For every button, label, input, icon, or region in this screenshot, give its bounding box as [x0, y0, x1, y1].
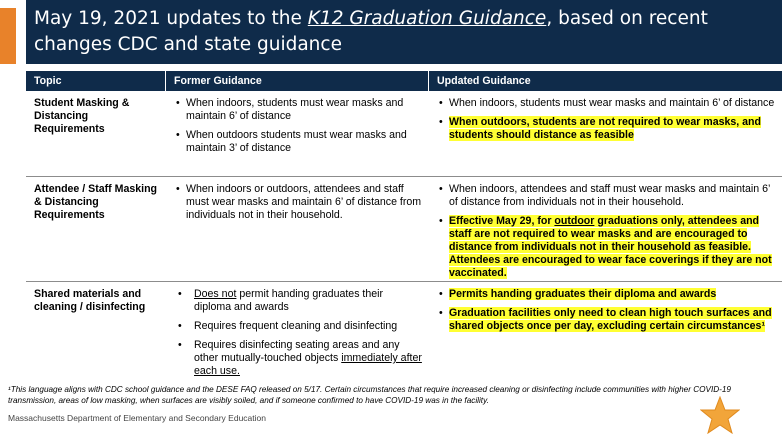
list-item: • When outdoors students must wear masks and maintain 3’ of distance	[174, 129, 423, 155]
list-item: • When indoors, students must wear masks and maintain 6’ of distance	[174, 97, 423, 123]
highlighted-text: Permits handing graduates their diploma and awards	[449, 288, 717, 300]
table-row	[26, 91, 782, 177]
list-text: Requires disinfecting seating areas and any other mutually-touched objects	[194, 339, 400, 364]
highlight-underlined: outdoor	[554, 215, 595, 227]
list-item	[437, 215, 776, 280]
list-item	[174, 288, 423, 314]
underlined-text: immediately after each use.	[194, 352, 422, 377]
highlight-part: Effective May 29, for	[449, 215, 555, 227]
list-item: • When indoors, attendees and staff must wear masks and maintain 6’ of distance from individuals not in their household.	[437, 183, 776, 209]
former-cell	[166, 282, 429, 375]
highlighted-text: Graduation facilities only need to clean high touch surfaces and shared objects once per day, excluding certain circumstances¹	[449, 307, 772, 332]
list-item	[437, 307, 776, 333]
page-title	[26, 0, 782, 64]
list-item: • Requires frequent cleaning and disinfecting	[174, 320, 423, 333]
topic-cell: Attendee / Staff Masking & Distancing Requirements	[34, 183, 158, 221]
title-suffix: , based on recent changes CDC and state guidance	[34, 8, 708, 55]
former-cell	[166, 177, 429, 281]
list-item	[174, 339, 423, 378]
topic-cell: Shared materials and cleaning / disinfecting	[34, 288, 146, 313]
table-row	[26, 177, 782, 282]
updated-cell	[429, 177, 782, 281]
title-prefix: May 19, 2021 updates to the	[34, 8, 308, 29]
column-topic: Topic	[26, 71, 166, 91]
footnote: ¹This language aligns with CDC school guidance and the DESE FAQ released on 5/17. Certain circumstances that require increased cleaning or disinfecting include communities with higher COVID-19 transmission, areas of low masking, when surfaces are visibly soiled, and if someone confirmed to have COVID-19 was in the facility.	[8, 385, 731, 405]
highlighted-text	[449, 215, 772, 279]
underlined-text: Does not	[194, 288, 237, 300]
footer-organization: Massachusetts Department of Elementary and Secondary Education	[8, 413, 266, 423]
list-item: • When indoors, students must wear masks and maintain 6’ of distance	[437, 97, 776, 110]
topic-cell: Student Masking & Distancing Requirements	[34, 97, 130, 135]
table-header	[26, 71, 782, 91]
column-updated: Updated Guidance	[437, 75, 531, 87]
highlight-part: graduations only, attendees and staff are not required to wear masks and are encouraged to distance from individuals not in their household as feasible. Attendees are encouraged to wear face coverings if they are not vaccinated.	[449, 215, 772, 279]
updated-cell	[429, 91, 782, 176]
list-text: permit handing graduates their diploma and awards	[194, 288, 384, 313]
former-cell	[166, 91, 429, 176]
table-row	[26, 282, 782, 375]
star-icon	[700, 396, 740, 434]
list-item	[437, 288, 776, 301]
guidance-link[interactable]: K12 Graduation Guidance	[307, 8, 547, 29]
accent-bar	[0, 8, 16, 64]
updated-cell	[429, 282, 782, 375]
guidance-table	[26, 71, 782, 375]
list-item: • When indoors or outdoors, attendees and staff must wear masks and maintain 6’ of distance from individuals not in their household.	[174, 183, 423, 222]
column-former: Former Guidance	[166, 71, 429, 91]
list-item	[437, 116, 776, 142]
highlighted-text: When outdoors, students are not required to wear masks, and students should distance as feasible	[449, 116, 761, 141]
